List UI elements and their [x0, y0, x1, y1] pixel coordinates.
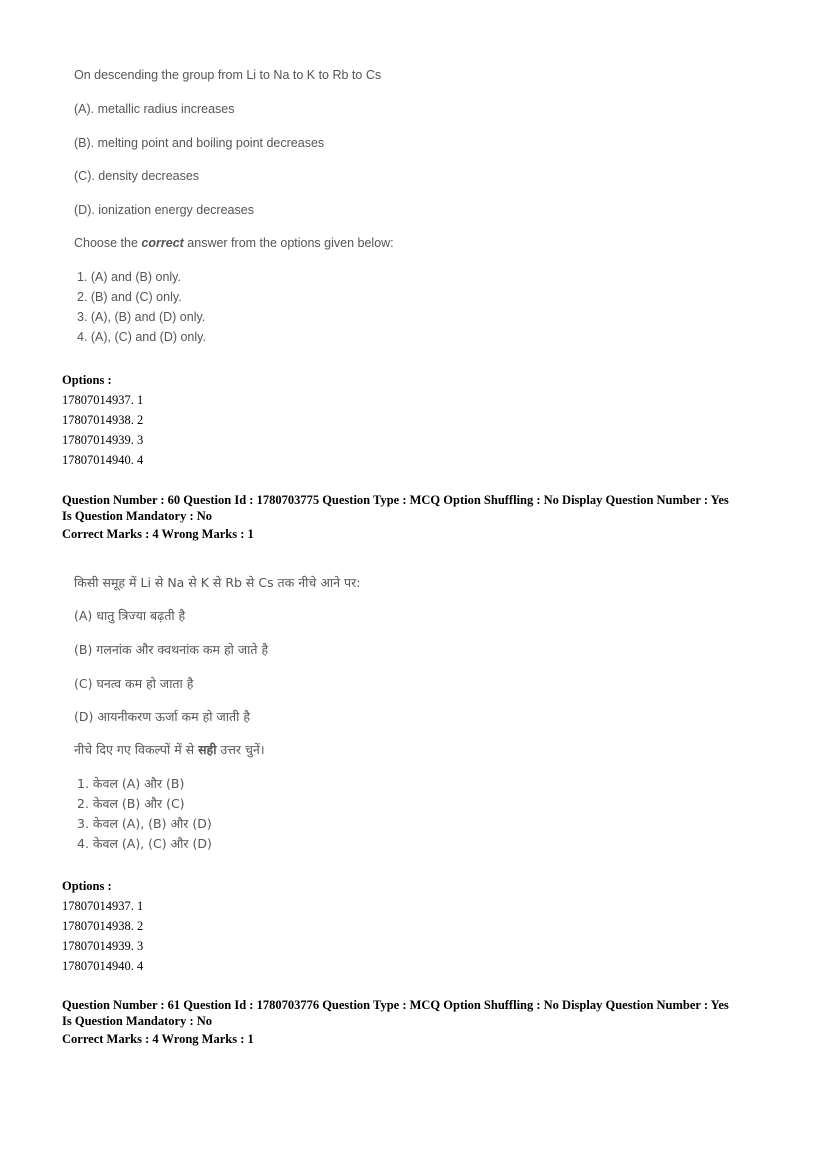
- question-stem: किसी समूह में Li से Na से K से Rb से Cs तक नीचे आने पर:: [74, 575, 361, 590]
- choice-4: 4. (A), (C) and (D) only.: [77, 330, 206, 344]
- choice-2: 2. (B) and (C) only.: [77, 290, 182, 304]
- statement-d: (D). ionization energy decreases: [74, 203, 254, 217]
- question-marks: Correct Marks : 4 Wrong Marks : 1: [62, 1032, 254, 1046]
- choice-1: 1. केवल (A) और (B): [77, 776, 185, 791]
- question-marks: Correct Marks : 4 Wrong Marks : 1: [62, 527, 254, 541]
- question-meta-line: Question Number : 60 Question Id : 1780703775 Question Type : MCQ Option Shuffling : No Display Question Number : Yes: [62, 493, 729, 507]
- option-item: 17807014938. 2: [62, 413, 144, 427]
- option-item: 17807014939. 3: [62, 939, 144, 953]
- option-item: 17807014939. 3: [62, 433, 144, 447]
- statement-b: (B). melting point and boiling point decreases: [74, 136, 325, 150]
- option-item: 17807014937. 1: [62, 393, 144, 407]
- options-list: [62, 370, 143, 470]
- statement-b: (B) गलनांक और क्वथनांक कम हो जाते है: [74, 642, 269, 657]
- choice-1: 1. (A) and (B) only.: [77, 270, 181, 284]
- option-item: 17807014938. 2: [62, 919, 144, 933]
- question-mandatory: Is Question Mandatory : No: [62, 1014, 213, 1028]
- statement-c: (C) घनत्व कम हो जाता है: [74, 676, 194, 691]
- statement-a: (A). metallic radius increases: [74, 102, 235, 116]
- instruction: Choose the correct answer from the options given below:: [74, 236, 394, 250]
- choice-4: 4. केवल (A), (C) और (D): [77, 836, 212, 851]
- statement-d: (D) आयनीकरण ऊर्जा कम हो जाती है: [74, 709, 250, 724]
- choice-3: 3. केवल (A), (B) और (D): [77, 816, 212, 831]
- statement-c: (C). density decreases: [74, 169, 200, 183]
- instruction: नीचे दिए गए विकल्पों में से सही उत्तर चुनें।: [74, 742, 265, 757]
- question-stem: On descending the group from Li to Na to K to Rb to Cs: [74, 68, 382, 82]
- question-mandatory: Is Question Mandatory : No: [62, 509, 213, 523]
- choice-3: 3. (A), (B) and (D) only.: [77, 310, 206, 324]
- question-meta-line: Question Number : 61 Question Id : 1780703776 Question Type : MCQ Option Shuffling : No Display Question Number : Yes: [62, 998, 729, 1012]
- option-item: 17807014940. 4: [62, 453, 144, 467]
- option-item: 17807014937. 1: [62, 899, 144, 913]
- options-heading: Options :: [62, 879, 112, 893]
- options-heading: Options :: [62, 373, 112, 387]
- choice-2: 2. केवल (B) और (C): [77, 796, 185, 811]
- options-list: [62, 876, 143, 976]
- option-item: 17807014940. 4: [62, 959, 144, 973]
- statement-a: (A) धातु त्रिज्या बढ़ती है: [74, 608, 186, 623]
